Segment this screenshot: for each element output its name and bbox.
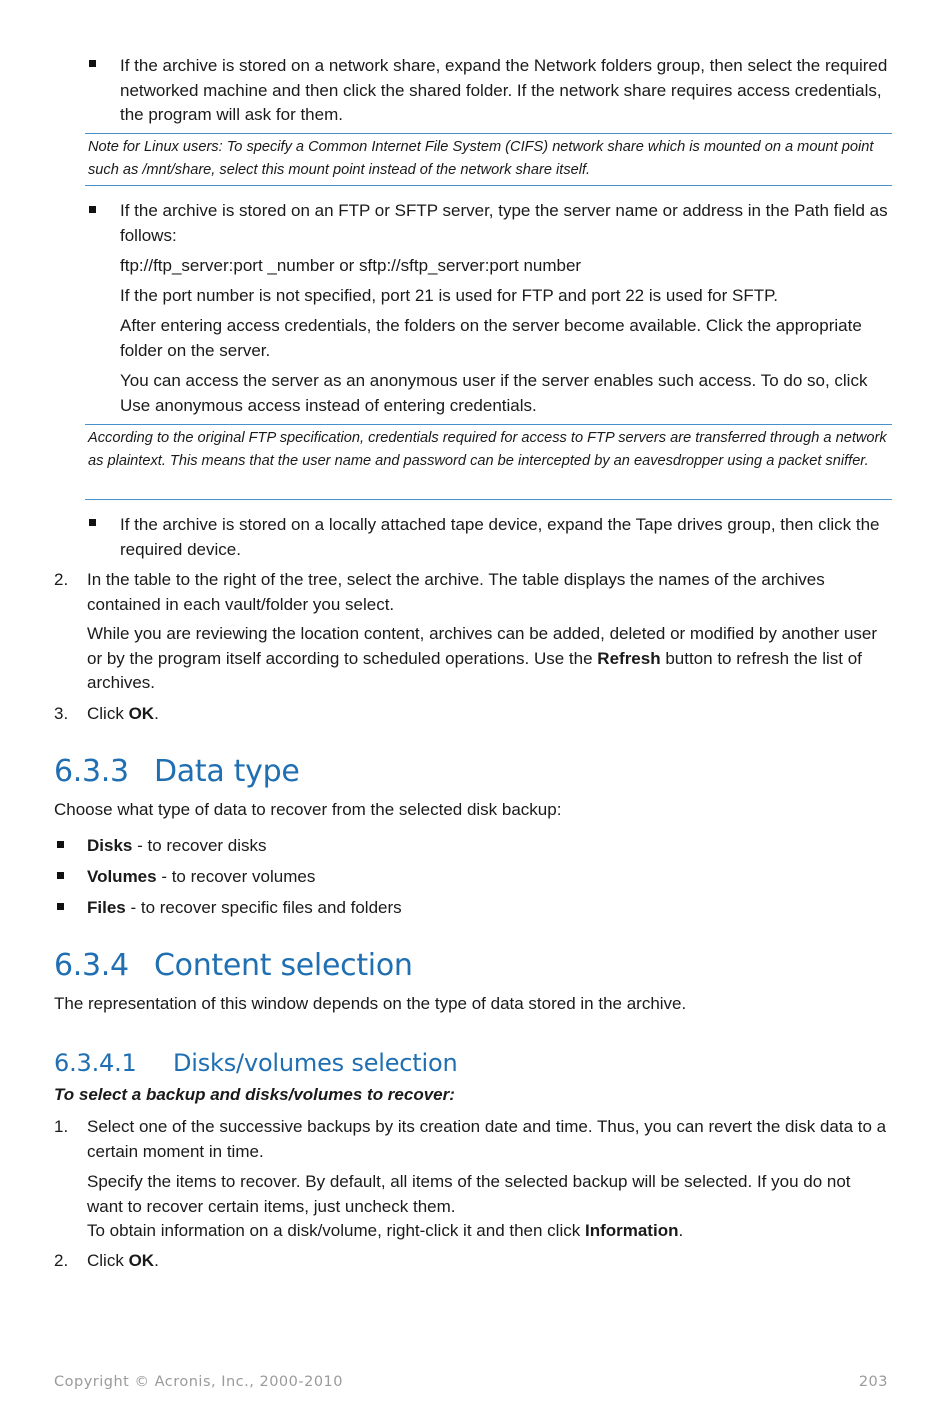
ftp-syntax: ftp://ftp_server:port _number or sftp://sftp_server:port number	[120, 256, 582, 275]
procedure-heading: To select a backup and disks/volumes to recover:	[54, 1085, 455, 1104]
step-number: 1.	[54, 1117, 69, 1136]
specify-items-paragraph: Specify the items to recover. By default, all items of the selected backup will be selected. If you do not want to recover certain items, just uncheck them.	[87, 1172, 851, 1216]
step-3-text	[87, 702, 159, 727]
bullet-marker	[89, 206, 96, 213]
page-number: 203	[858, 1374, 888, 1390]
ftp-bullet: If the archive is stored on an FTP or SFTP server, type the server name or address in the Path field as follows:	[120, 201, 888, 245]
note-bottom-rule	[85, 499, 892, 500]
click-label: Click	[87, 704, 124, 723]
click-label: Click	[87, 1251, 124, 1270]
bullet-marker	[57, 872, 64, 879]
ftp-anonymous-info: You can access the server as an anonymous user if the server enables such access. To do so, click Use anonymous access instead of entering credentials.	[120, 371, 868, 415]
ok-label: OK	[128, 1251, 155, 1270]
step-number: 3.	[54, 704, 69, 723]
item-term: Volumes	[87, 867, 157, 886]
subsection-number: 6.3.4.1	[54, 1049, 137, 1077]
section-number: 6.3.4	[54, 948, 129, 983]
period: .	[154, 704, 159, 723]
refresh-text-b: button to refresh the list of archives.	[87, 648, 862, 692]
ftp-port-info: If the port number is not specified, port 21 is used for FTP and port 22 is used for SFTP.	[120, 286, 778, 305]
tape-bullet: If the archive is stored on a locally attached tape device, expand the Tape drives group, then click the required device.	[120, 515, 880, 559]
information-command: Information	[584, 1221, 679, 1240]
section-title: Content selection	[154, 948, 413, 983]
note-top-rule	[85, 133, 892, 134]
step-number: 2.	[54, 1251, 69, 1270]
note-top-rule	[85, 424, 892, 425]
item-desc: - to recover disks	[132, 836, 267, 855]
ok-label: OK	[128, 704, 155, 723]
subsection-title: Disks/volumes selection	[173, 1049, 458, 1077]
network-share-bullet: If the archive is stored on a network share, expand the Network folders group, then select the required networked machine and then click the shared folder. If the network share requires access credentials, the program will ask for them.	[120, 56, 888, 124]
data-type-item	[87, 896, 402, 921]
note-bottom-rule	[85, 185, 892, 186]
step-2-text: In the table to the right of the tree, select the archive. The table displays the names of the archives contained in each vault/folder you select.	[87, 570, 825, 614]
section-intro: The representation of this window depends on the type of data stored in the archive.	[54, 994, 687, 1013]
information-paragraph	[87, 1219, 887, 1244]
bullet-marker	[89, 519, 96, 526]
bullet-marker	[89, 60, 96, 67]
footer-copyright: Copyright © Acronis, Inc., 2000-2010	[54, 1374, 344, 1390]
bullet-marker	[57, 841, 64, 848]
section-number: 6.3.3	[54, 754, 129, 789]
item-term: Files	[87, 898, 126, 917]
step-1-text: Select one of the successive backups by its creation date and time. Thus, you can revert the disk data to a certain moment in time.	[87, 1117, 887, 1161]
ftp-security-note: According to the original FTP specification, credentials required for access to FTP servers are transferred through a network as plaintext. This means that the user name and password can be intercepted by an eavesdropper using a packet sniffer.	[88, 430, 887, 469]
period: .	[678, 1221, 684, 1240]
period: .	[154, 1251, 159, 1270]
bullet-marker	[57, 903, 64, 910]
data-type-item	[87, 834, 267, 859]
item-desc: - to recover specific files and folders	[125, 898, 402, 917]
linux-note: Note for Linux users: To specify a Common Internet File System (CIFS) network share which is mounted on a mount point such as /mnt/share, select this mount point instead of the network share itself.	[88, 139, 874, 178]
info-text: To obtain information on a disk/volume, right-click it and then click	[87, 1221, 581, 1240]
item-term: Disks	[87, 836, 133, 855]
refresh-paragraph	[87, 622, 892, 696]
step-2-click-ok	[87, 1249, 159, 1274]
step-number: 2.	[54, 570, 69, 589]
data-type-item	[87, 865, 315, 890]
item-desc: - to recover volumes	[156, 867, 316, 886]
refresh-button-ref: Refresh	[597, 648, 661, 668]
refresh-text-a: While you are reviewing the location content, archives can be added, deleted or modified by another user or by the program itself according to scheduled operations. Use the	[87, 624, 878, 668]
section-intro: Choose what type of data to recover from the selected disk backup:	[54, 800, 562, 819]
section-title: Data type	[154, 754, 300, 789]
ftp-credentials-info: After entering access credentials, the folders on the server become available. Click the appropriate folder on the server.	[120, 316, 862, 360]
